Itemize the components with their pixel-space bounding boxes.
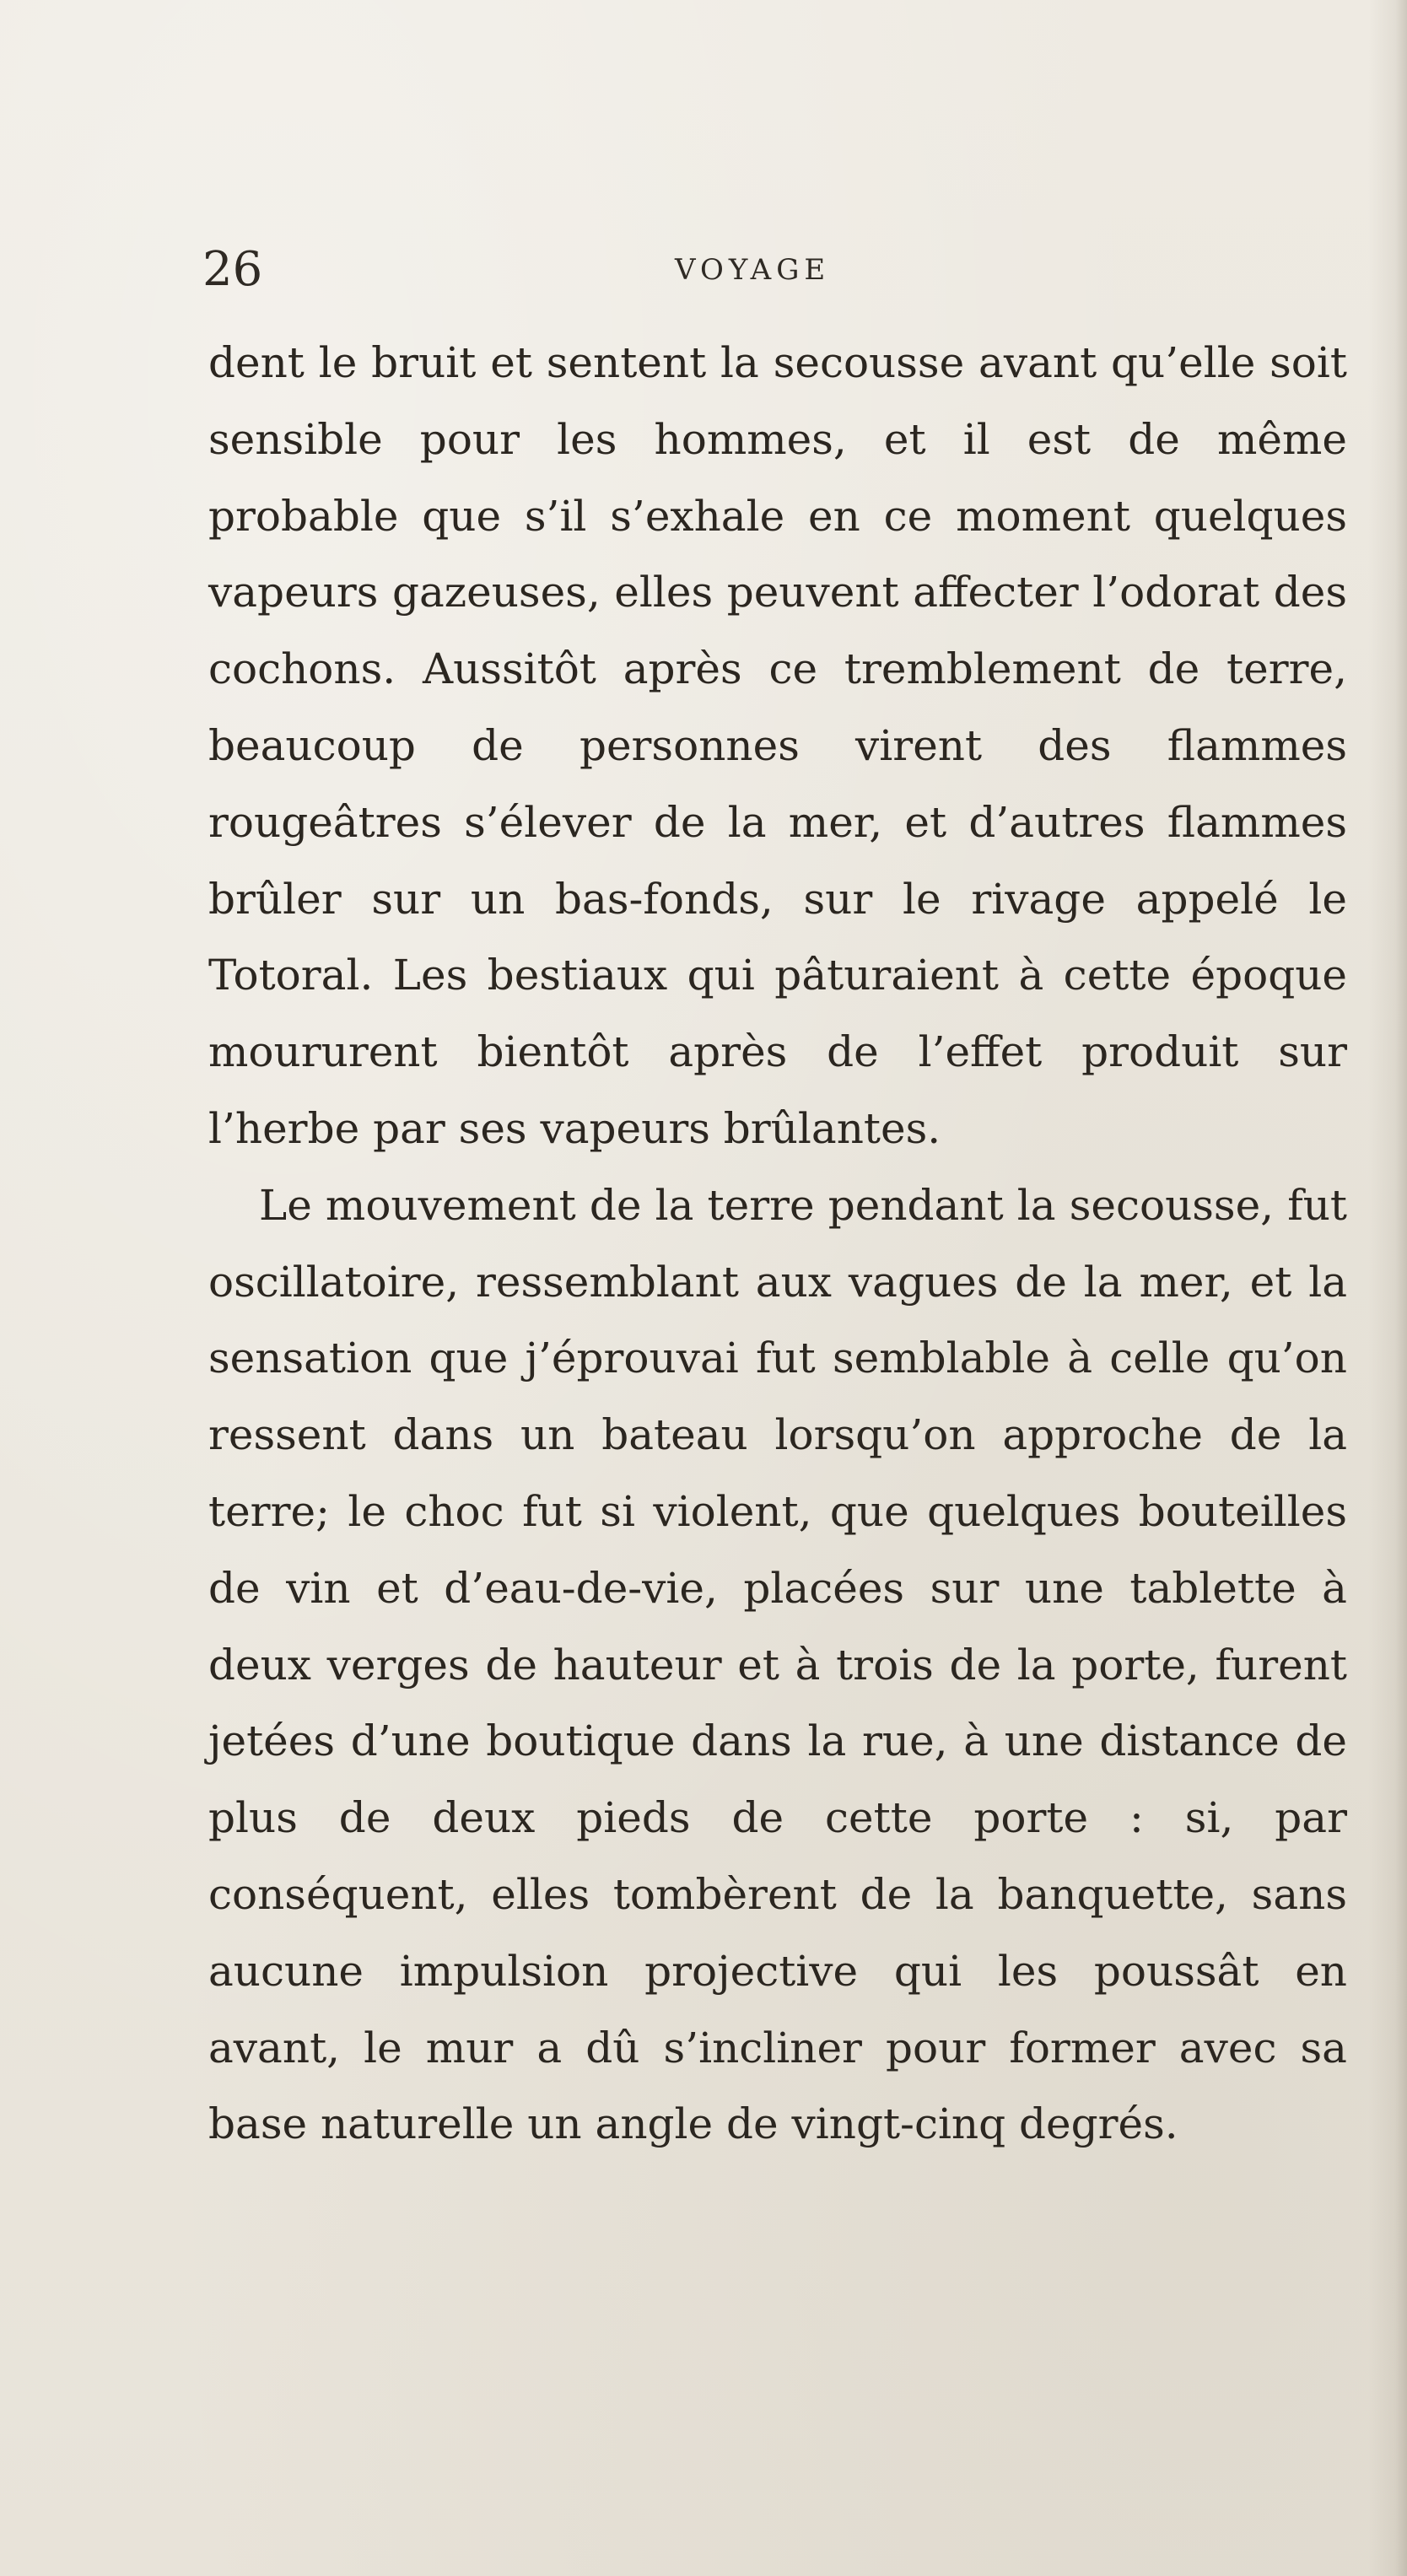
body-text	[208, 325, 1347, 2163]
page-edge-shadow	[1368, 0, 1407, 2576]
page-number: 26	[202, 242, 263, 297]
paragraph-continued: dent le bruit et sentent la secousse avant qu’elle soit sensible pour les hommes, et il est de même probable que s’il s’exhale en ce moment quelques vapeurs gazeuses, elles peuvent affecter l’odorat des cochons. Aussitôt après ce tremblement de terre, beaucoup de personnes virent des flammes rougeâtres s’élever de la mer, et d’autres flammes brûler sur un bas-fonds, sur le rivage appelé le Totoral. Les bestiaux qui pâturaient à cette époque moururent bientôt après de l’effet produit sur l’herbe par ses vapeurs brûlantes.	[208, 338, 1347, 1153]
running-title: VOYAGE	[675, 253, 831, 287]
paragraph-earth-movement: Le mouvement de la terre pendant la secousse, fut oscillatoire, ressemblant aux vagues de la mer, et la sensation que j’éprouvai fut semblable à celle qu’on ressent dans un bateau lorsqu’on approche de la terre; le choc fut si violent, que quelques bouteilles de vin et d’eau-de-vie, placées sur une tablette à deux verges de hauteur et à trois de la porte, furent jetées d’une boutique dans la rue, à une distance de plus de deux pieds de cette porte : si, par conséquent, elles tombèrent de la banquette, sans aucune impulsion projective qui les poussât en avant, le mur a dû s’incliner pour former avec sa base naturelle un angle de vingt-cinq degrés.	[208, 1180, 1347, 2149]
running-head	[0, 228, 1407, 312]
